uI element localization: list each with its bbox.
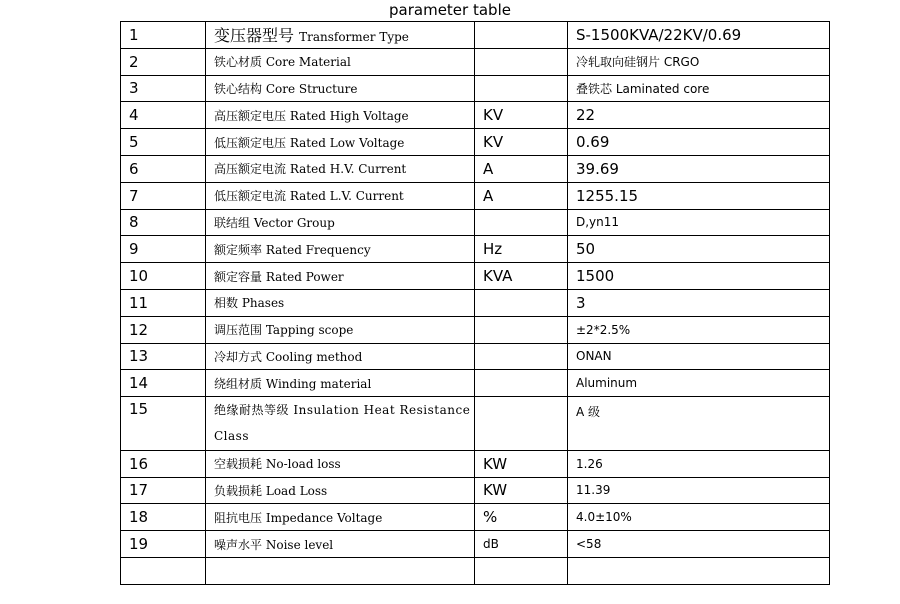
parameter-name bbox=[206, 263, 475, 290]
parameter-name bbox=[206, 102, 475, 129]
parameter-name-cn: 负载损耗 bbox=[214, 483, 263, 498]
value-cell: 叠铁芯 Laminated core bbox=[568, 75, 830, 102]
parameter-name-cn: 绝缘耐热等级 bbox=[214, 403, 290, 418]
value-cell: 22 bbox=[568, 102, 830, 129]
table-row bbox=[121, 155, 830, 182]
unit-cell: KVA bbox=[475, 263, 568, 290]
row-number: 4 bbox=[121, 102, 206, 129]
row-number: 3 bbox=[121, 75, 206, 102]
table-row bbox=[121, 289, 830, 316]
value-cell: 0.69 bbox=[568, 129, 830, 156]
parameter-name bbox=[206, 504, 475, 531]
value-cell: A 级 bbox=[568, 397, 830, 451]
parameter-name-en: Rated H.V. Current bbox=[289, 162, 407, 177]
parameter-name bbox=[206, 236, 475, 263]
parameter-name-en: Rated Frequency bbox=[265, 242, 371, 257]
value-cell: 1.26 bbox=[568, 450, 830, 477]
parameter-name-cn: 调压范围 bbox=[214, 323, 263, 338]
row-number: 12 bbox=[121, 316, 206, 343]
unit-cell: Hz bbox=[475, 236, 568, 263]
parameter-name bbox=[206, 129, 475, 156]
parameter-name-cn: 相数 bbox=[214, 296, 239, 311]
parameter-name bbox=[206, 450, 475, 477]
parameter-name-cn: 冷却方式 bbox=[214, 349, 263, 364]
parameter-name bbox=[206, 316, 475, 343]
unit-cell bbox=[475, 343, 568, 370]
parameter-name-en: Rated Low Voltage bbox=[289, 135, 405, 150]
table-row bbox=[121, 397, 830, 451]
value-cell: 11.39 bbox=[568, 477, 830, 504]
parameter-name-en: Load Loss bbox=[265, 483, 328, 498]
parameter-name-cn: 高压额定电压 bbox=[214, 108, 287, 123]
parameter-name bbox=[206, 477, 475, 504]
value-cell: <58 bbox=[568, 531, 830, 558]
parameter-name bbox=[206, 343, 475, 370]
table-row bbox=[121, 343, 830, 370]
parameter-name bbox=[206, 557, 475, 584]
unit-cell bbox=[475, 75, 568, 102]
table-row bbox=[121, 477, 830, 504]
unit-cell: KV bbox=[475, 129, 568, 156]
value-cell bbox=[568, 557, 830, 584]
value-cell: 50 bbox=[568, 236, 830, 263]
parameter-name bbox=[206, 397, 475, 451]
parameter-name-cn: 低压额定电流 bbox=[214, 189, 287, 204]
parameter-name-cn: 高压额定电流 bbox=[214, 162, 287, 177]
unit-cell bbox=[475, 22, 568, 49]
parameter-name-en: Rated Power bbox=[265, 269, 344, 284]
value-cell: D,yn11 bbox=[568, 209, 830, 236]
row-number: 14 bbox=[121, 370, 206, 397]
row-number: 5 bbox=[121, 129, 206, 156]
unit-cell: dB bbox=[475, 531, 568, 558]
parameter-name bbox=[206, 370, 475, 397]
row-number: 6 bbox=[121, 155, 206, 182]
value-cell: 1500 bbox=[568, 263, 830, 290]
value-cell: 4.0±10% bbox=[568, 504, 830, 531]
table-row bbox=[121, 236, 830, 263]
value-cell: 冷轧取向硅钢片 CRGO bbox=[568, 48, 830, 75]
unit-cell: KW bbox=[475, 477, 568, 504]
parameter-name-cn: 额定容量 bbox=[214, 269, 263, 284]
table-row bbox=[121, 129, 830, 156]
parameter-name bbox=[206, 531, 475, 558]
row-number: 2 bbox=[121, 48, 206, 75]
value-cell: S-1500KVA/22KV/0.69 bbox=[568, 22, 830, 49]
unit-cell bbox=[475, 557, 568, 584]
parameter-name-en: Vector Group bbox=[253, 215, 335, 230]
parameter-name-cn: 联结组 bbox=[214, 215, 251, 230]
parameter-table bbox=[120, 21, 830, 585]
parameter-name bbox=[206, 22, 475, 49]
row-number: 8 bbox=[121, 209, 206, 236]
unit-cell: A bbox=[475, 155, 568, 182]
parameter-name-en: Winding material bbox=[265, 376, 372, 391]
table-row bbox=[121, 450, 830, 477]
table-row bbox=[121, 263, 830, 290]
parameter-name-en: Rated High Voltage bbox=[289, 108, 409, 123]
parameter-name-cn: 绕组材质 bbox=[214, 376, 263, 391]
row-number: 11 bbox=[121, 289, 206, 316]
table-row bbox=[121, 75, 830, 102]
parameter-name-en: Core Structure bbox=[265, 81, 358, 96]
parameter-name-cn: 空载损耗 bbox=[214, 457, 263, 472]
row-number bbox=[121, 557, 206, 584]
row-number: 1 bbox=[121, 22, 206, 49]
value-cell: Aluminum bbox=[568, 370, 830, 397]
parameter-name-en: Insulation Heat Resistance Class bbox=[214, 403, 471, 444]
parameter-name-en: Core Material bbox=[265, 55, 351, 70]
parameter-name bbox=[206, 209, 475, 236]
table-row bbox=[121, 48, 830, 75]
parameter-name-cn: 噪声水平 bbox=[214, 537, 263, 552]
parameter-name-cn: 铁心材质 bbox=[214, 55, 263, 70]
unit-cell bbox=[475, 209, 568, 236]
table-row bbox=[121, 370, 830, 397]
table-row bbox=[121, 209, 830, 236]
parameter-name bbox=[206, 75, 475, 102]
parameter-name-cn: 低压额定电压 bbox=[214, 135, 287, 150]
parameter-name bbox=[206, 155, 475, 182]
unit-cell bbox=[475, 289, 568, 316]
table-row bbox=[121, 182, 830, 209]
unit-cell bbox=[475, 397, 568, 451]
parameter-name-en: Tapping scope bbox=[265, 323, 354, 338]
table-row bbox=[121, 531, 830, 558]
parameter-name-cn: 铁心结构 bbox=[214, 81, 263, 96]
row-number: 19 bbox=[121, 531, 206, 558]
parameter-name-en: Noise level bbox=[265, 537, 334, 552]
row-number: 16 bbox=[121, 450, 206, 477]
table-title: parameter table bbox=[389, 1, 511, 19]
row-number: 17 bbox=[121, 477, 206, 504]
unit-cell bbox=[475, 316, 568, 343]
parameter-name-cn: 变压器型号 bbox=[214, 26, 295, 46]
parameter-name bbox=[206, 289, 475, 316]
value-cell: ONAN bbox=[568, 343, 830, 370]
value-cell: 39.69 bbox=[568, 155, 830, 182]
table-row-empty bbox=[121, 557, 830, 584]
table-row bbox=[121, 102, 830, 129]
parameter-name-en: Transformer Type bbox=[299, 30, 409, 45]
row-number: 18 bbox=[121, 504, 206, 531]
parameter-name-cn: 阻抗电压 bbox=[214, 510, 263, 525]
table-row bbox=[121, 22, 830, 49]
table-row bbox=[121, 504, 830, 531]
parameter-name-cn: 额定频率 bbox=[214, 242, 263, 257]
parameter-name-en: Cooling method bbox=[265, 349, 363, 364]
parameter-name-en: Rated L.V. Current bbox=[289, 189, 404, 204]
table-row bbox=[121, 316, 830, 343]
unit-cell bbox=[475, 48, 568, 75]
parameter-name-en: Impedance Voltage bbox=[265, 510, 383, 525]
parameter-name bbox=[206, 48, 475, 75]
unit-cell: KV bbox=[475, 102, 568, 129]
unit-cell bbox=[475, 370, 568, 397]
parameter-name-en: Phases bbox=[241, 296, 285, 311]
unit-cell: KW bbox=[475, 450, 568, 477]
unit-cell: A bbox=[475, 182, 568, 209]
row-number: 7 bbox=[121, 182, 206, 209]
value-cell: 1255.15 bbox=[568, 182, 830, 209]
unit-cell: % bbox=[475, 504, 568, 531]
row-number: 9 bbox=[121, 236, 206, 263]
parameter-name-en: No-load loss bbox=[265, 457, 341, 472]
value-cell: 3 bbox=[568, 289, 830, 316]
row-number: 13 bbox=[121, 343, 206, 370]
row-number: 15 bbox=[121, 397, 206, 451]
value-cell: ±2*2.5% bbox=[568, 316, 830, 343]
row-number: 10 bbox=[121, 263, 206, 290]
parameter-name bbox=[206, 182, 475, 209]
